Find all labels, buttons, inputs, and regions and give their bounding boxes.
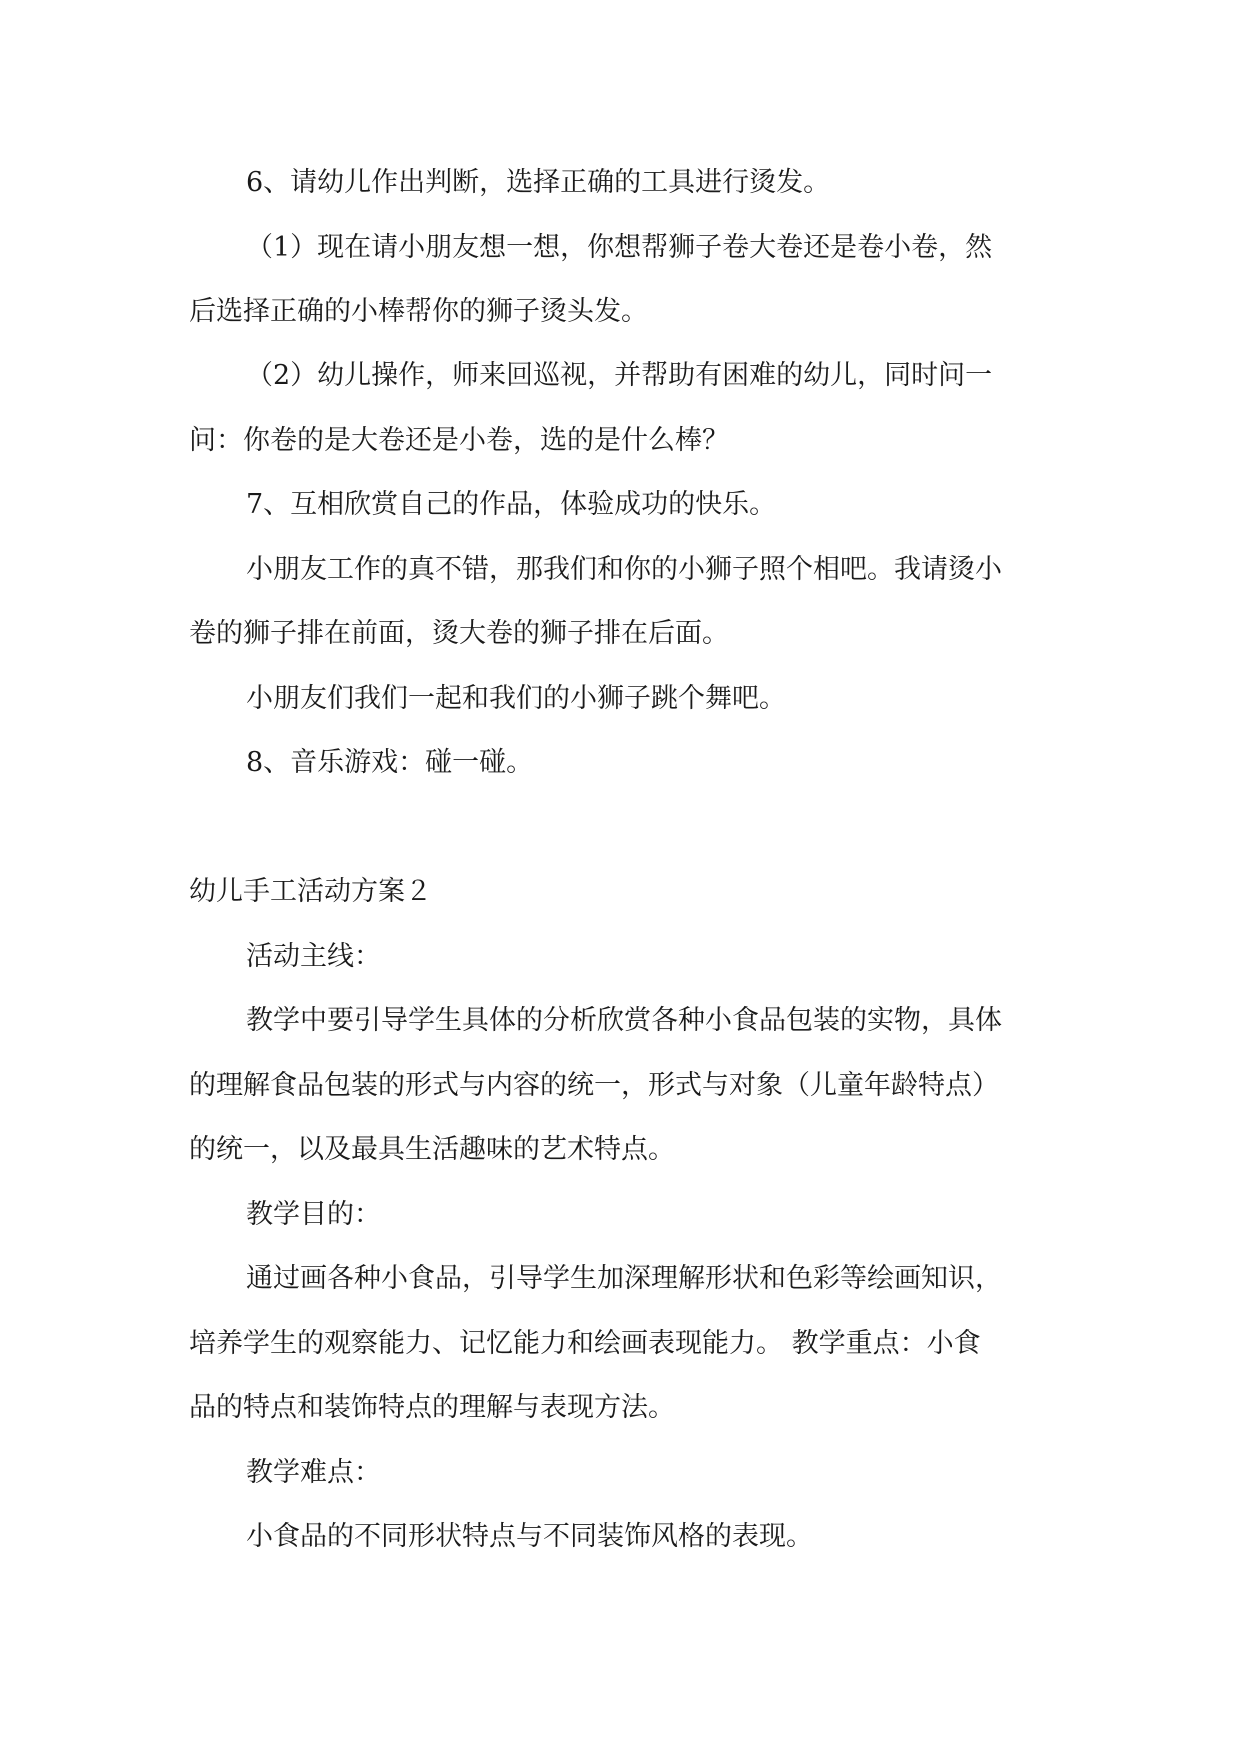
paragraph-line: （1）现在请小朋友想一想，你想帮狮子卷大卷还是卷小卷，然 [246, 232, 993, 263]
paragraph-line: 小食品的不同形状特点与不同装饰风格的表现。 [246, 1521, 813, 1552]
paragraph-line: （2）幼儿操作，师来回巡视，并帮助有困难的幼儿，同时问一 [246, 360, 993, 391]
paragraph-line: 教学难点： [246, 1457, 381, 1488]
paragraph-line: 问：你卷的是大卷还是小卷，选的是什么棒？ [189, 425, 729, 456]
paragraph-line: 培养学生的观察能力、记忆能力和绘画表现能力。 教学重点：小食 [189, 1328, 981, 1359]
paragraph-line: 教学中要引导学生具体的分析欣赏各种小食品包装的实物，具体 [246, 1005, 1002, 1036]
paragraph-line: 品的特点和装饰特点的理解与表现方法。 [189, 1392, 675, 1423]
paragraph-line: 活动主线： [246, 941, 381, 972]
paragraph-line: 后选择正确的小棒帮你的狮子烫头发。 [189, 296, 648, 327]
paragraph-line: 7、互相欣赏自己的作品，体验成功的快乐。 [246, 489, 777, 520]
paragraph-line: 小朋友工作的真不错，那我们和你的小狮子照个相吧。我请烫小 [246, 554, 1002, 585]
paragraph-line: 通过画各种小食品，引导学生加深理解形状和色彩等绘画知识， [246, 1263, 1002, 1294]
paragraph-line: 6、请幼儿作出判断，选择正确的工具进行烫发。 [246, 167, 831, 198]
paragraph-line: 8、音乐游戏：碰一碰。 [246, 747, 534, 778]
paragraph-line: 小朋友们我们一起和我们的小狮子跳个舞吧。 [246, 683, 786, 714]
paragraph-line: 的统一，以及最具生活趣味的艺术特点。 [189, 1134, 675, 1165]
paragraph-line: 卷的狮子排在前面，烫大卷的狮子排在后面。 [189, 618, 729, 649]
paragraph-line: 教学目的： [246, 1199, 381, 1230]
paragraph-line: 的理解食品包装的形式与内容的统一，形式与对象（儿童年龄特点） [189, 1070, 999, 1101]
section-title: 幼儿手工活动方案２ [189, 876, 432, 907]
